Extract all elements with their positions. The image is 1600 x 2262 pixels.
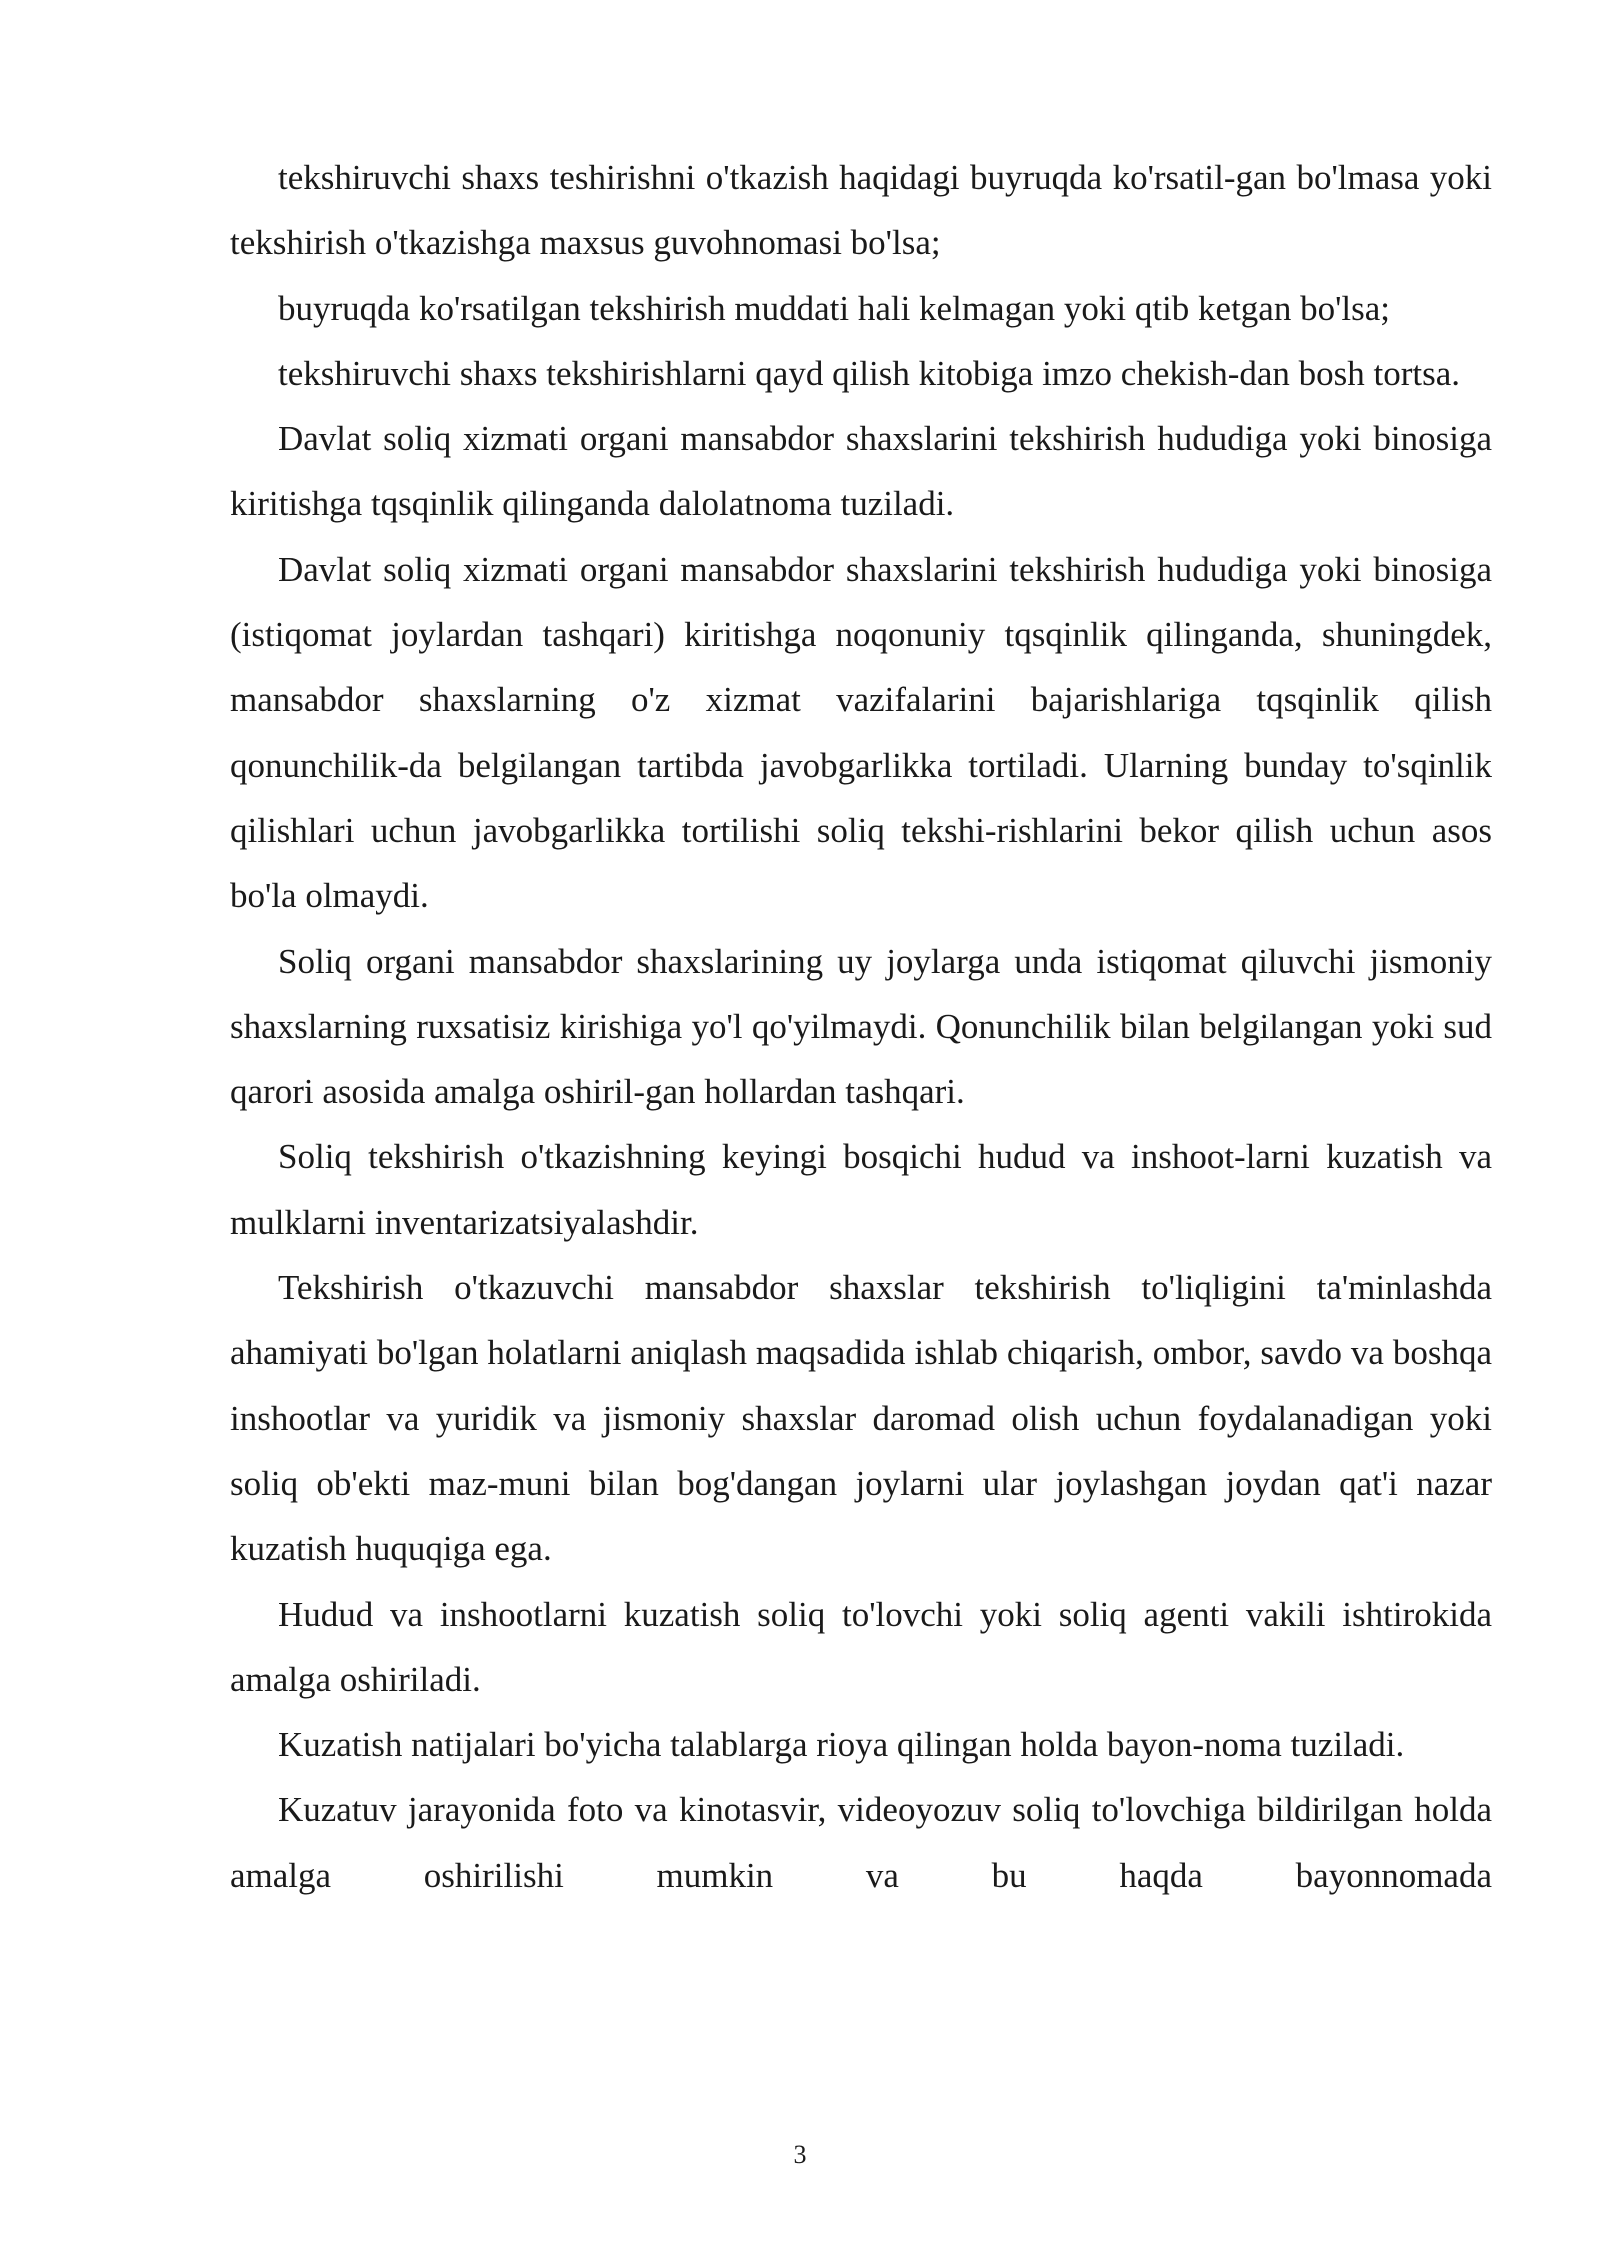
paragraph: buyruqda ko'rsatilgan tekshirish muddati hali kelmagan yoki qtib ketgan bo'lsa;: [278, 288, 1390, 328]
paragraph: Davlat soliq xizmati organi mansabdor shaxslarini tekshirish hududiga yoki binosiga (istiqomat joylardan tashqari) kiritishga noqonuniy tqsqinlik qilinganda, shuningdek, mansabdor shaxslarning o'z xizmat vazifalarini bajarishlariga tqsqinlik qilish qonunchilik-da belgilangan tartibda javobgarlikka tortiladi. Ularning bunday to'sqinlik qilishlari uchun javobgarlikka tortilishi soliq tekshi-rishlarini bekor qilish uchun asos bo'la olmaydi.: [230, 549, 1492, 916]
paragraph: Davlat soliq xizmati organi mansabdor shaxslarini tekshirish hududiga yoki binosiga kiritishga tqsqinlik qilinganda dalolatnoma tuziladi.: [230, 419, 1492, 524]
paragraph: tekshiruvchi shaxs teshirishni o'tkazish haqidagi buyruqda ko'rsatil-gan bo'lmasa yoki tekshirish o'tkazishga maxsus guvohnomasi bo'lsa;: [230, 158, 1492, 263]
paragraph: Soliq tekshirish o'tkazishning keyingi bosqichi hudud va inshoot-larni kuzatish va mulklarni inventarizatsiyalashdir.: [230, 1137, 1492, 1242]
document-body: [230, 145, 1492, 1908]
paragraph-continued: Kuzatuv jarayonida foto va kinotasvir, videoyozuv soliq to'lovchiga bildirilgan holda amalga oshirilishi mumkin va bu haqda bayonnomada: [230, 1790, 1492, 1895]
paragraph: Hudud va inshootlarni kuzatish soliq to'lovchi yoki soliq agenti vakili ishtirokida amalga oshiriladi.: [230, 1594, 1492, 1699]
page-number: 3: [793, 2140, 807, 2169]
paragraph: Kuzatish natijalari bo'yicha talablarga rioya qilingan holda bayon-noma tuziladi.: [278, 1725, 1405, 1765]
paragraph: Soliq organi mansabdor shaxslarining uy joylarga unda istiqomat qiluvchi jismoniy shaxslarning ruxsatisiz kirishiga yo'l qo'yilmaydi. Qonunchilik bilan belgilangan yoki sud qarori asosida amalga oshiril-gan hollardan tashqari.: [230, 941, 1492, 1112]
paragraph: tekshiruvchi shaxs tekshirishlarni qayd qilish kitobiga imzo chekish-dan bosh tortsa.: [278, 353, 1461, 393]
paragraph: Tekshirish o'tkazuvchi mansabdor shaxslar tekshirish to'liqligini ta'minlashda ahamiyati bo'lgan holatlarni aniqlash maqsadida ishlab chiqarish, ombor, savdo va boshqa inshootlar va yuridik va jismoniy shaxslar daromad olish uchun foydalanadigan yoki soliq ob'ekti maz-muni bilan bog'dangan joylarni ular joylashgan joydan qat'i nazar kuzatish huquqiga ega.: [230, 1268, 1492, 1569]
